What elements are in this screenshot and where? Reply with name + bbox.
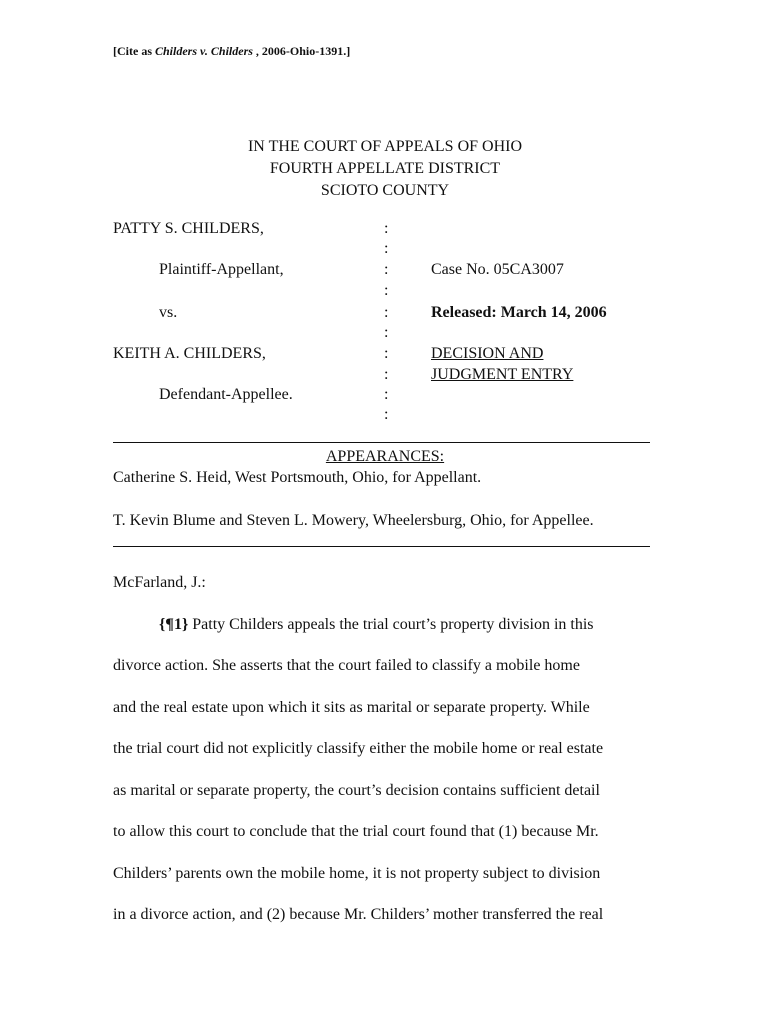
versus-label: vs. xyxy=(159,304,178,321)
appellant-counsel: Catherine S. Heid, West Portsmouth, Ohio, for Appellant. xyxy=(113,469,482,486)
caption-colon: : xyxy=(384,345,389,362)
caption-colon: : xyxy=(384,240,389,257)
court-district: FOURTH APPELLATE DISTRICT xyxy=(269,160,501,177)
caption-colon: : xyxy=(384,220,389,237)
defendant-name: KEITH A. CHILDERS, xyxy=(113,345,266,362)
caption-colon: : xyxy=(384,406,389,423)
paragraph-line: and the real estate upon which it sits as marital or separate property. While xyxy=(113,699,590,716)
appellee-counsel: T. Kevin Blume and Steven L. Mowery, Wheelersburg, Ohio, for Appellee. xyxy=(113,512,594,529)
caption-colon: : xyxy=(384,304,389,321)
court-county: SCIOTO COUNTY xyxy=(320,182,450,199)
divider-bottom xyxy=(113,546,650,547)
paragraph-line: divorce action. She asserts that the court failed to classify a mobile home xyxy=(113,657,580,674)
case-number: Case No. 05CA3007 xyxy=(431,261,564,278)
paragraph-line xyxy=(159,616,594,634)
paragraph-line: Childers’ parents own the mobile home, it is not property subject to division xyxy=(113,865,601,882)
paragraph-marker: {¶1} xyxy=(159,616,189,633)
paragraph-line: to allow this court to conclude that the trial court found that (1) because Mr. xyxy=(113,823,599,840)
divider-top xyxy=(113,442,650,443)
paragraph-text: Patty Childers appeals the trial court’s property division in this xyxy=(188,616,594,633)
caption-colon: : xyxy=(384,324,389,341)
caption-colon: : xyxy=(384,366,389,383)
decision-title-line2: JUDGMENT ENTRY xyxy=(431,366,574,383)
citation-suffix: , 2006-Ohio-1391.] xyxy=(252,44,351,58)
paragraph-line: as marital or separate property, the court’s decision contains sufficient detail xyxy=(113,782,600,799)
court-name: IN THE COURT OF APPEALS OF OHIO xyxy=(247,138,523,155)
release-date: Released: March 14, 2006 xyxy=(431,304,607,321)
citation-case-name: Childers v. Childers xyxy=(155,44,253,58)
decision-title-line1: DECISION AND xyxy=(431,345,544,362)
citation-prefix: [Cite as xyxy=(113,44,155,58)
paragraph-line: in a divorce action, and (2) because Mr. Childers’ mother transferred the real xyxy=(113,906,604,923)
court-heading xyxy=(0,136,770,202)
caption-colon: : xyxy=(384,261,389,278)
appearances-title: APPEARANCES: xyxy=(325,448,445,465)
plaintiff-role: Plaintiff-Appellant, xyxy=(159,261,284,278)
paragraph-line: the trial court did not explicitly classify either the mobile home or real estate xyxy=(113,740,604,757)
plaintiff-name: PATTY S. CHILDERS, xyxy=(113,220,264,237)
caption-colon: : xyxy=(384,282,389,299)
judge-name: McFarland, J.: xyxy=(113,574,206,591)
defendant-role: Defendant-Appellee. xyxy=(159,386,293,403)
citation-header xyxy=(113,44,350,59)
appearances-heading xyxy=(0,448,770,466)
caption-colon: : xyxy=(384,386,389,403)
